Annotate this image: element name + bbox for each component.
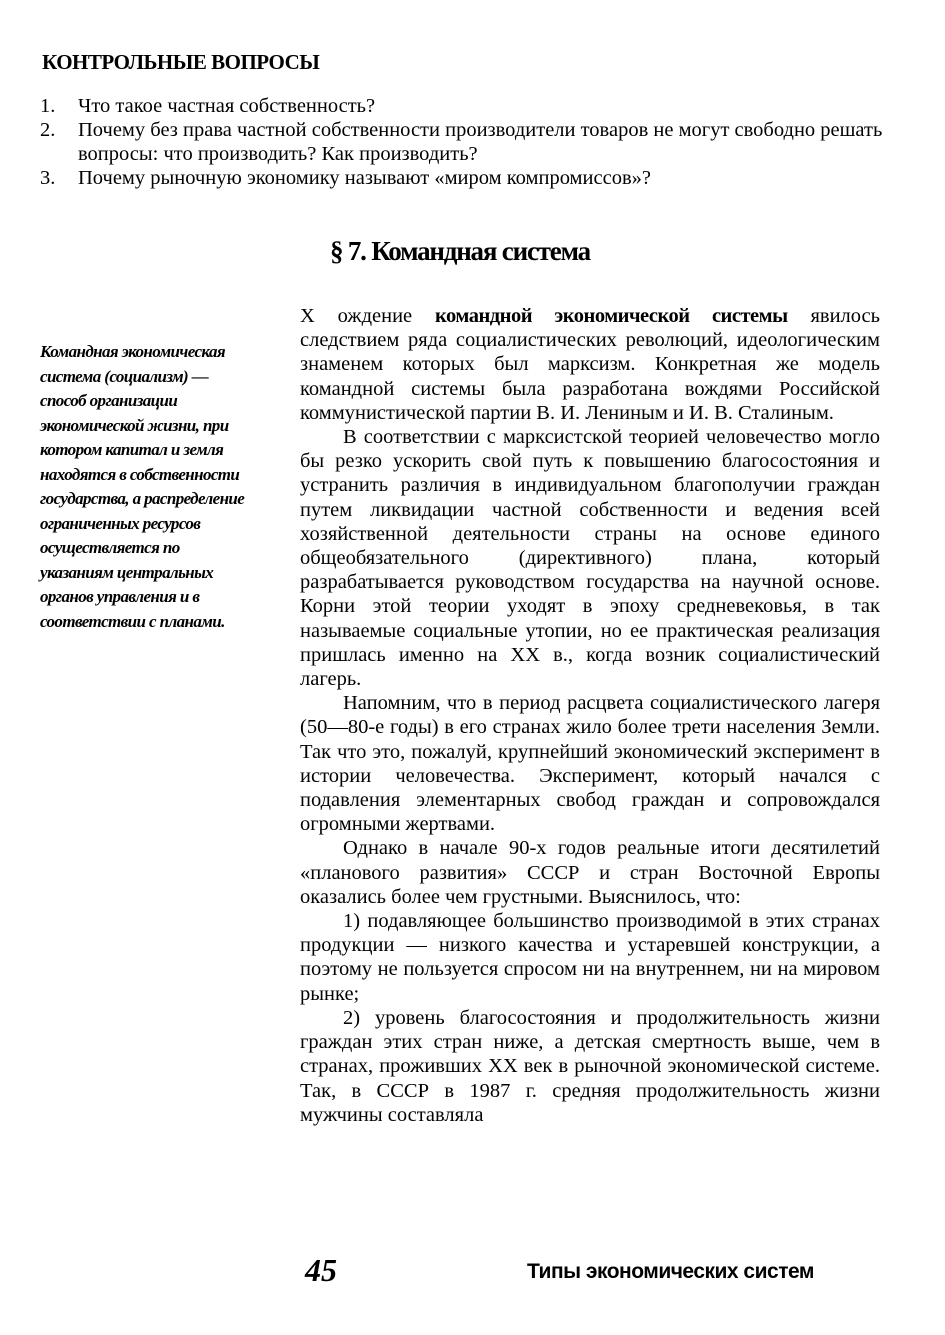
question-number: 2. [40,119,56,141]
paragraph-rest: явилось следствием ряда социалистических революций, идеологическим знаменем которых был марксизм. Конкретная же модель командной системы была разработана вождями Российской коммунистической партии В. И. Лениным и И. В. Сталиным. [300,305,880,424]
question-text: Почему рыночную экономику называют «миром компромиссов»? [78,167,651,189]
section-title: § 7. Командная система [330,236,590,266]
question-item [40,94,900,118]
question-text: Что такое частная собственность? [78,95,376,117]
main-text [300,304,880,1127]
list-paragraph: 1) подавляющее большинство производимой в этих странах продукции — низкого качества и устаревшей конструкции, а поэтому не пользуется спросом ни на внутреннем, ни на мировом рынке; [300,910,880,1005]
paragraph: Напомним, что в период расцвета социалистического лагеря (50—80-е годы) в его странах жило более трети населения Земли. Так что это, пожалуй, крупнейший экономический эксперимент в истории человечества. Эксперимент, который начался с подавления элементарных свобод граждан и сопровождался огромными жертвами. [300,692,880,836]
paragraph [300,304,880,425]
paragraph: Однако в начале 90-х годов реальные итоги десятилетий «планового развития» СССР и стран Восточной Европы оказались более чем грустными. Выяснилось, что: [300,837,880,908]
question-item [40,118,900,166]
question-number: 3. [40,167,56,189]
paragraph: В соответствии с марксистской теорией человечество могло бы резко ускорить свой путь к повышению благосостояния и устранить различия в индивидуальном благополучии граждан путем ликвидации частной собственности и ведения всей хозяйственной деятельности страны на основе единого общеобязательного (директивного) плана, который разрабатывается руководством государства на научной основе. Корни этой теории уходят в эпоху средневековья, в так называемые социальные утопии, но ее практическая реализация пришлась именно на XX в., когда возник социалистический лагерь. [300,426,880,691]
sidebar-definition: Командная экономическая система (социализм) — способ организации экономической жизни, при котором капитал и земля находятся в собственности государства, а распределение ограниченных ресурсов осуществляется по указаниям центральных органов управления и в соответствии с планами. [40,342,245,631]
question-item [40,166,900,190]
questions-list [40,94,900,190]
key-term: командной экономической системы [435,305,788,327]
questions-heading: КОНТРОЛЬНЫЕ ВОПРОСЫ [42,50,320,74]
question-number: 1. [40,95,56,117]
paragraph-start: Х ождение [300,305,435,327]
list-paragraph: 2) уровень благосостояния и продолжительность жизни граждан этих стран ниже, а детская смертность выше, чем в странах, проживших XX век в рыночной экономической системе. Так, в СССР в 1987 г. средняя продолжительность жизни мужчины составляла [300,1006,880,1126]
question-text: Почему без права частной собственности производители товаров не могут свободно решать вопросы: что производить? Как производить? [78,119,883,165]
page-number: 45 [305,1252,337,1288]
running-title: Типы экономических систем [527,1260,814,1283]
